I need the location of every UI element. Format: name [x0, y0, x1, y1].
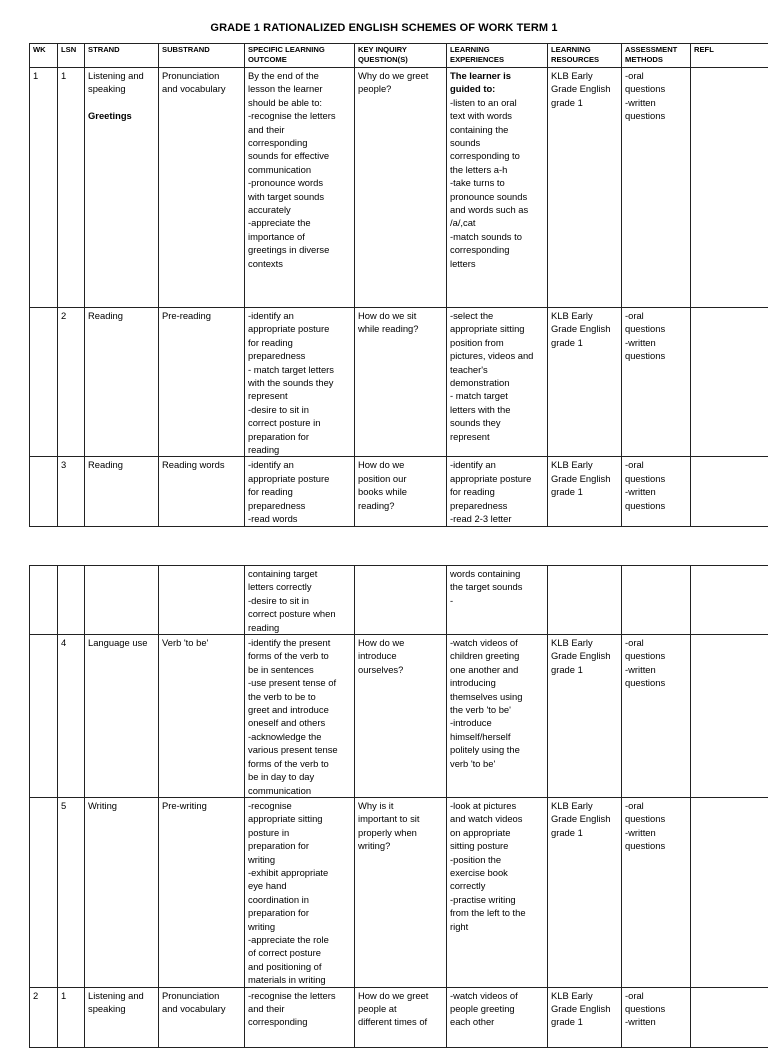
- header-wk: WK: [30, 44, 58, 68]
- cell-text-line: writing: [248, 853, 351, 866]
- cell-substrand: [159, 457, 245, 526]
- cell-text-line: lesson the learner: [248, 82, 351, 95]
- cell-text-line: -recognise the letters: [248, 109, 351, 122]
- cell-text-line: represent: [248, 389, 351, 402]
- cell-text-line: the verb 'to be': [450, 703, 544, 716]
- cell-text-line: Grade English: [551, 1002, 618, 1015]
- cell-text-line: Pronunciation: [162, 989, 241, 1002]
- cell-text-line: KLB Early: [551, 636, 618, 649]
- cell-text-line: writing: [248, 920, 351, 933]
- cell-inquiry: [355, 987, 447, 1047]
- cell-text-line: reading: [248, 621, 351, 634]
- cell-assessment: [622, 566, 691, 635]
- cell-text-line: -written: [625, 826, 687, 839]
- cell-text-line: -written: [625, 1015, 687, 1028]
- cell-text-line: contexts: [248, 257, 351, 270]
- cell-text-line: grade 1: [551, 826, 618, 839]
- cell-text-line: corresponding: [248, 136, 351, 149]
- cell-text-line: right: [450, 920, 544, 933]
- cell-text-line: be in day to day: [248, 770, 351, 783]
- cell-text-line: for reading: [450, 485, 544, 498]
- cell-text-line: -read words: [248, 512, 351, 525]
- table-row: [30, 457, 768, 526]
- cell-text-line: Verb 'to be': [162, 636, 241, 649]
- cell-text-line: -oral: [625, 989, 687, 1002]
- cell-text-line: corresponding: [248, 1015, 351, 1028]
- header-substrand: SUBSTRAND: [159, 44, 245, 68]
- cell-text-line: different times of: [358, 1015, 443, 1028]
- cell-text-line: words containing: [450, 567, 544, 580]
- cell-text-line: position our: [358, 472, 443, 485]
- cell-text-line: be in sentences: [248, 663, 351, 676]
- cell-refl: [691, 68, 768, 308]
- cell-refl: [691, 987, 768, 1047]
- cell-text-line: Language use: [88, 636, 155, 649]
- cell-text-line: preparedness: [450, 499, 544, 512]
- cell-text-line: questions: [625, 812, 687, 825]
- cell-text-line: KLB Early: [551, 69, 618, 82]
- cell-text-line: -oral: [625, 799, 687, 812]
- cell-assessment: [622, 797, 691, 987]
- cell-text-line: grade 1: [551, 485, 618, 498]
- cell-text-line: children greeting: [450, 649, 544, 662]
- cell-text-line: questions: [625, 676, 687, 689]
- cell-assessment: [622, 635, 691, 798]
- cell-text-line: containing the: [450, 123, 544, 136]
- cell-text-line: verb 'to be': [450, 757, 544, 770]
- cell-text-line: - match target letters: [248, 363, 351, 376]
- cell-text-line: How do we: [358, 636, 443, 649]
- cell-experiences: [447, 566, 548, 635]
- cell-text-line: appropriate sitting: [248, 812, 351, 825]
- cell-lsn: 3: [58, 457, 85, 526]
- cell-text-line: -identify an: [248, 458, 351, 471]
- cell-text-line: introducing: [450, 676, 544, 689]
- cell-text-line: sounds for effective: [248, 149, 351, 162]
- cell-text-line: -listen to an oral: [450, 96, 544, 109]
- cell-text-line: Grade English: [551, 472, 618, 485]
- cell-text-line: sounds they: [450, 416, 544, 429]
- cell-text-line: the letters a-h: [450, 163, 544, 176]
- cell-outcome: [245, 68, 355, 308]
- cell-text-line: appropriate posture: [248, 322, 351, 335]
- cell-text-line: correct posture in: [248, 416, 351, 429]
- cell-text-line: and vocabulary: [162, 82, 241, 95]
- cell-experiences: [447, 635, 548, 798]
- cell-outcome: [245, 635, 355, 798]
- cell-substrand: [159, 308, 245, 457]
- cell-wk: 1: [30, 68, 58, 308]
- cell-text-line: -appreciate the: [248, 216, 351, 229]
- cell-lsn: 5: [58, 797, 85, 987]
- cell-text-line: Reading: [88, 309, 155, 322]
- cell-substrand: [159, 566, 245, 635]
- cell-text-line: and vocabulary: [162, 1002, 241, 1015]
- cell-text-line: questions: [625, 349, 687, 362]
- cell-text-line: -appreciate the role: [248, 933, 351, 946]
- cell-text-line: Reading: [88, 458, 155, 471]
- cell-inquiry: [355, 566, 447, 635]
- header-row: [30, 44, 768, 68]
- cell-inquiry: [355, 308, 447, 457]
- table-row: [30, 635, 768, 798]
- cell-text-line: -recognise: [248, 799, 351, 812]
- cell-text-line: coordination in: [248, 893, 351, 906]
- cell-text-line: containing target: [248, 567, 351, 580]
- cell-inquiry: [355, 457, 447, 526]
- cell-lsn: 1: [58, 68, 85, 308]
- cell-resources: [548, 68, 622, 308]
- header-resources: LEARNING RESOURCES: [548, 44, 622, 68]
- cell-resources: [548, 797, 622, 987]
- cell-text-line: Reading words: [162, 458, 241, 471]
- cell-text-line: grade 1: [551, 336, 618, 349]
- cell-experiences: [447, 457, 548, 526]
- cell-text-line: Grade English: [551, 649, 618, 662]
- cell-assessment: [622, 308, 691, 457]
- cell-wk: [30, 635, 58, 798]
- cell-inquiry: [355, 68, 447, 308]
- cell-text-line: materials in writing: [248, 973, 351, 986]
- cell-text-line: of correct posture: [248, 946, 351, 959]
- cell-outcome: [245, 987, 355, 1047]
- cell-strand: [85, 635, 159, 798]
- document-title: GRADE 1 RATIONALIZED ENGLISH SCHEMES OF WORK TERM 1: [0, 22, 768, 34]
- header-refl: REFL: [691, 44, 768, 68]
- cell-text-line: Listening and: [88, 69, 155, 82]
- cell-text-line: -position the: [450, 853, 544, 866]
- cell-text-line: people greeting: [450, 1002, 544, 1015]
- spacer: [88, 96, 155, 109]
- cell-text-line: writing?: [358, 839, 443, 852]
- cell-lsn: 4: [58, 635, 85, 798]
- table-row: [30, 566, 768, 635]
- cell-wk: 2: [30, 987, 58, 1047]
- cell-experiences: [447, 987, 548, 1047]
- cell-text-line: appropriate posture: [450, 472, 544, 485]
- cell-text-line: Pre-reading: [162, 309, 241, 322]
- cell-text-line: -use present tense of: [248, 676, 351, 689]
- cell-wk: [30, 797, 58, 987]
- header-outcome: SPECIFIC LEARNING OUTCOME: [245, 44, 355, 68]
- cell-text-line: eye hand: [248, 879, 351, 892]
- cell-text-line: exercise book: [450, 866, 544, 879]
- cell-text-line: How do we greet: [358, 989, 443, 1002]
- cell-text-line: reading?: [358, 499, 443, 512]
- cell-text-line: various present tense: [248, 743, 351, 756]
- cell-text-line: properly when: [358, 826, 443, 839]
- table-row: [30, 987, 768, 1047]
- cell-assessment: [622, 457, 691, 526]
- cell-text-line: letters: [450, 257, 544, 270]
- cell-text-line: -exhibit appropriate: [248, 866, 351, 879]
- cell-text-line: -written: [625, 663, 687, 676]
- cell-text-line: the target sounds: [450, 580, 544, 593]
- cell-text-line: -watch videos of: [450, 636, 544, 649]
- cell-text-line: while reading?: [358, 322, 443, 335]
- cell-text-line: one another and: [450, 663, 544, 676]
- cell-text-line: Why is it: [358, 799, 443, 812]
- cell-text-line: Pre-writing: [162, 799, 241, 812]
- cell-refl: [691, 797, 768, 987]
- cell-text-line: speaking: [88, 82, 155, 95]
- cell-text-line: -identify an: [450, 458, 544, 471]
- cell-text-line: questions: [625, 839, 687, 852]
- cell-text-line: with target sounds: [248, 190, 351, 203]
- cell-text-line: grade 1: [551, 663, 618, 676]
- cell-refl: [691, 308, 768, 457]
- cell-text-line: -take turns to: [450, 176, 544, 189]
- cell-text-line: -oral: [625, 636, 687, 649]
- cell-strand: [85, 457, 159, 526]
- strand-topic: Greetings: [88, 109, 155, 122]
- cell-resources: [548, 566, 622, 635]
- cell-text-line: KLB Early: [551, 799, 618, 812]
- cell-text-line: books while: [358, 485, 443, 498]
- cell-assessment: [622, 987, 691, 1047]
- cell-text-line: teacher's: [450, 363, 544, 376]
- cell-inquiry: [355, 797, 447, 987]
- cell-text-line: should be able to:: [248, 96, 351, 109]
- cell-substrand: [159, 797, 245, 987]
- cell-text-line: people at: [358, 1002, 443, 1015]
- cell-text-line: KLB Early: [551, 309, 618, 322]
- cell-text-line: -watch videos of: [450, 989, 544, 1002]
- header-lsn: LSN: [58, 44, 85, 68]
- cell-text-line: and positioning of: [248, 960, 351, 973]
- cell-resources: [548, 635, 622, 798]
- cell-text-line: questions: [625, 499, 687, 512]
- cell-text-line: each other: [450, 1015, 544, 1028]
- cell-text-line: appropriate sitting: [450, 322, 544, 335]
- cell-text-line: corresponding to: [450, 149, 544, 162]
- cell-text-line: himself/herself: [450, 730, 544, 743]
- cell-text-line: demonstration: [450, 376, 544, 389]
- cell-text-line: How do we sit: [358, 309, 443, 322]
- cell-text-line: correctly: [450, 879, 544, 892]
- cell-text-line: people?: [358, 82, 443, 95]
- cell-lsn: [58, 566, 85, 635]
- cell-text-line: for reading: [248, 485, 351, 498]
- cell-refl: [691, 635, 768, 798]
- cell-text-line: important to sit: [358, 812, 443, 825]
- cell-text-line: -introduce: [450, 716, 544, 729]
- cell-text-line: and watch videos: [450, 812, 544, 825]
- cell-strand: [85, 566, 159, 635]
- cell-text-line: -match sounds to: [450, 230, 544, 243]
- cell-text-line: with the sounds they: [248, 376, 351, 389]
- cell-text-line: greet and introduce: [248, 703, 351, 716]
- cell-text-line: -oral: [625, 458, 687, 471]
- cell-text-line: grade 1: [551, 1015, 618, 1028]
- cell-text-line: questions: [625, 322, 687, 335]
- cell-text-line: on appropriate: [450, 826, 544, 839]
- cell-text-line: -identify the present: [248, 636, 351, 649]
- cell-text-line: themselves using: [450, 690, 544, 703]
- table-row: [30, 308, 768, 457]
- cell-text-line: preparedness: [248, 499, 351, 512]
- cell-text-line: -select the: [450, 309, 544, 322]
- cell-text-line: oneself and others: [248, 716, 351, 729]
- cell-text-line: /a/,cat: [450, 216, 544, 229]
- scheme-table-page-2: [29, 565, 768, 1048]
- cell-text-line: introduce: [358, 649, 443, 662]
- cell-experiences: [447, 797, 548, 987]
- cell-text-line: represent: [450, 430, 544, 443]
- cell-text-line: forms of the verb to: [248, 649, 351, 662]
- cell-text-line: guided to:: [450, 82, 544, 95]
- cell-resources: [548, 457, 622, 526]
- cell-text-line: greetings in diverse: [248, 243, 351, 256]
- cell-text-line: letters with the: [450, 403, 544, 416]
- cell-text-line: questions: [625, 1002, 687, 1015]
- cell-text-line: grade 1: [551, 96, 618, 109]
- cell-text-line: sounds: [450, 136, 544, 149]
- cell-text-line: text with words: [450, 109, 544, 122]
- cell-wk: [30, 566, 58, 635]
- cell-text-line: Listening and: [88, 989, 155, 1002]
- cell-text-line: and words such as: [450, 203, 544, 216]
- cell-text-line: ourselves?: [358, 663, 443, 676]
- cell-strand: [85, 797, 159, 987]
- cell-substrand: [159, 68, 245, 308]
- cell-text-line: preparedness: [248, 349, 351, 362]
- cell-text-line: KLB Early: [551, 989, 618, 1002]
- cell-text-line: speaking: [88, 1002, 155, 1015]
- cell-text-line: -read 2-3 letter: [450, 512, 544, 525]
- cell-text-line: sitting posture: [450, 839, 544, 852]
- cell-text-line: preparation for: [248, 906, 351, 919]
- cell-strand: [85, 68, 159, 308]
- cell-text-line: correct posture when: [248, 607, 351, 620]
- cell-text-line: questions: [625, 82, 687, 95]
- cell-text-line: Writing: [88, 799, 155, 812]
- cell-text-line: preparation for: [248, 430, 351, 443]
- cell-text-line: Grade English: [551, 82, 618, 95]
- cell-refl: [691, 566, 768, 635]
- cell-text-line: -pronounce words: [248, 176, 351, 189]
- cell-resources: [548, 987, 622, 1047]
- cell-text-line: pronounce sounds: [450, 190, 544, 203]
- cell-wk: [30, 457, 58, 526]
- cell-outcome: [245, 797, 355, 987]
- header-inquiry: KEY INQUIRY QUESTION(S): [355, 44, 447, 68]
- cell-text-line: -identify an: [248, 309, 351, 322]
- cell-text-line: -desire to sit in: [248, 403, 351, 416]
- cell-text-line: politely using the: [450, 743, 544, 756]
- cell-refl: [691, 457, 768, 526]
- cell-text-line: questions: [625, 649, 687, 662]
- cell-text-line: -written: [625, 336, 687, 349]
- cell-strand: [85, 987, 159, 1047]
- cell-text-line: accurately: [248, 203, 351, 216]
- table-row: [30, 68, 768, 308]
- cell-experiences: [447, 68, 548, 308]
- cell-assessment: [622, 68, 691, 308]
- cell-text-line: -desire to sit in: [248, 594, 351, 607]
- cell-inquiry: [355, 635, 447, 798]
- cell-text-line: from the left to the: [450, 906, 544, 919]
- cell-outcome: [245, 457, 355, 526]
- cell-text-line: importance of: [248, 230, 351, 243]
- cell-text-line: -oral: [625, 69, 687, 82]
- cell-text-line: Grade English: [551, 812, 618, 825]
- cell-wk: [30, 308, 58, 457]
- table-row: [30, 797, 768, 987]
- cell-text-line: for reading: [248, 336, 351, 349]
- cell-text-line: -look at pictures: [450, 799, 544, 812]
- cell-text-line: and their: [248, 1002, 351, 1015]
- header-assessment: ASSESSMENT METHODS: [622, 44, 691, 68]
- cell-text-line: Grade English: [551, 322, 618, 335]
- cell-lsn: 1: [58, 987, 85, 1047]
- cell-strand: [85, 308, 159, 457]
- cell-text-line: -acknowledge the: [248, 730, 351, 743]
- cell-text-line: forms of the verb to: [248, 757, 351, 770]
- scheme-table-page-1: [29, 43, 768, 527]
- cell-substrand: [159, 987, 245, 1047]
- cell-text-line: -written: [625, 485, 687, 498]
- cell-substrand: [159, 635, 245, 798]
- cell-text-line: preparation for: [248, 839, 351, 852]
- cell-text-line: The learner is: [450, 69, 544, 82]
- cell-experiences: [447, 308, 548, 457]
- cell-text-line: and their: [248, 123, 351, 136]
- cell-text-line: appropriate posture: [248, 472, 351, 485]
- cell-text-line: posture in: [248, 826, 351, 839]
- cell-text-line: - match target: [450, 389, 544, 402]
- cell-text-line: corresponding: [450, 243, 544, 256]
- cell-text-line: questions: [625, 109, 687, 122]
- cell-text-line: position from: [450, 336, 544, 349]
- cell-text-line: -practise writing: [450, 893, 544, 906]
- cell-text-line: How do we: [358, 458, 443, 471]
- cell-text-line: communication: [248, 784, 351, 797]
- cell-text-line: communication: [248, 163, 351, 176]
- cell-text-line: letters correctly: [248, 580, 351, 593]
- cell-text-line: KLB Early: [551, 458, 618, 471]
- header-experiences: LEARNING EXPERIENCES: [447, 44, 548, 68]
- header-strand: STRAND: [85, 44, 159, 68]
- cell-outcome: [245, 566, 355, 635]
- cell-text-line: -written: [625, 96, 687, 109]
- cell-text-line: pictures, videos and: [450, 349, 544, 362]
- cell-text-line: -recognise the letters: [248, 989, 351, 1002]
- cell-text-line: questions: [625, 472, 687, 485]
- cell-lsn: 2: [58, 308, 85, 457]
- cell-text-line: By the end of the: [248, 69, 351, 82]
- cell-text-line: -oral: [625, 309, 687, 322]
- cell-text-line: the verb to be to: [248, 690, 351, 703]
- cell-resources: [548, 308, 622, 457]
- cell-outcome: [245, 308, 355, 457]
- cell-text-line: reading: [248, 443, 351, 456]
- cell-text-line: Why do we greet: [358, 69, 443, 82]
- cell-text-line: -: [450, 594, 544, 607]
- cell-text-line: Pronunciation: [162, 69, 241, 82]
